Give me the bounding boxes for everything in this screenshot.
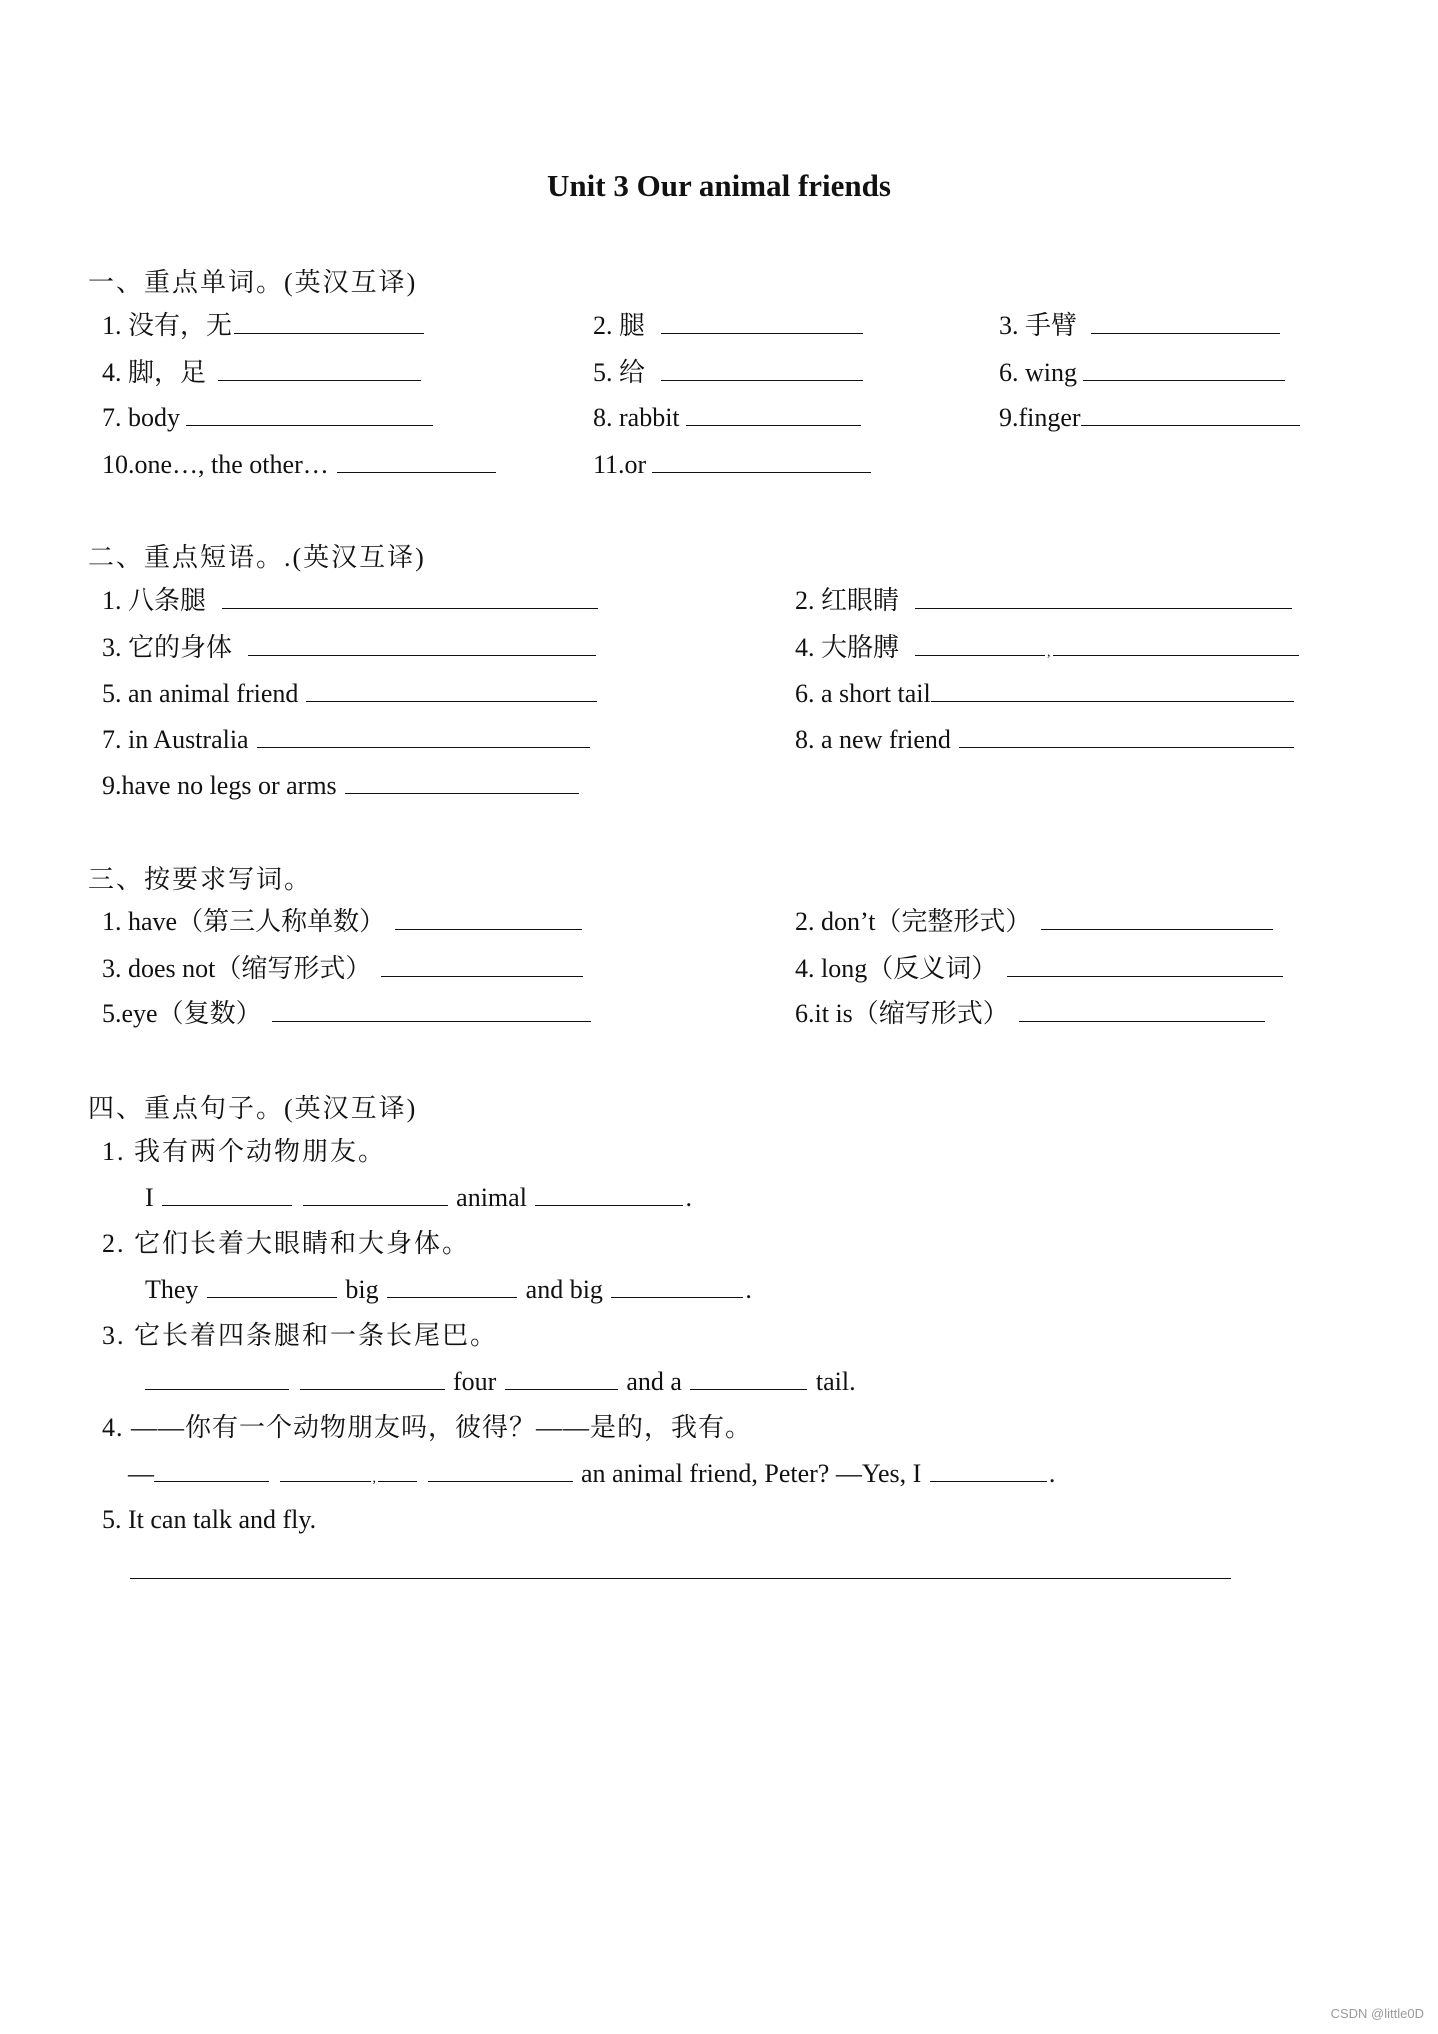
answer-blank[interactable] (378, 1457, 417, 1482)
word-form-item-1 (102, 905, 584, 939)
word-item-5 (593, 356, 865, 390)
answer-blank[interactable] (381, 952, 583, 977)
sentence-3-prompt: 3. 它长着四条腿和一条长尾巴。 (102, 1321, 499, 1350)
sentence-1-answer (145, 1181, 692, 1215)
item-label: 9.have no legs or arms (102, 771, 337, 800)
answer-blank[interactable] (306, 677, 597, 702)
item-label: 7. body (102, 403, 180, 432)
sentence-1-prompt: 1. 我有两个动物朋友。 (102, 1137, 387, 1166)
phrase-item-9 (102, 769, 581, 803)
item-label: 6.it is（缩写形式） (795, 999, 1009, 1028)
text: an animal friend, Peter? (581, 1459, 830, 1488)
sentence-4-prompt: 4. ——你有一个动物朋友吗，彼得？——是的，我有。 (102, 1413, 753, 1442)
comma: , (372, 1471, 376, 1486)
item-label: 6. a short tail (795, 679, 931, 708)
answer-blank[interactable] (300, 1365, 445, 1390)
item-label: 2. 红眼睛 (795, 586, 900, 615)
answer-blank[interactable] (1081, 401, 1300, 426)
answer-blank[interactable] (1053, 631, 1299, 656)
text: . (685, 1183, 692, 1212)
answer-blank[interactable] (652, 448, 871, 473)
answer-blank[interactable] (686, 401, 861, 426)
answer-blank[interactable] (611, 1273, 743, 1298)
word-item-9 (999, 401, 1302, 435)
item-label: 4. 大胳膊 (795, 633, 900, 662)
sentence-4-answer (128, 1457, 1055, 1496)
word-form-item-5 (102, 997, 593, 1031)
text: and a (626, 1367, 682, 1396)
item-label: 3. does not（缩写形式） (102, 954, 372, 983)
word-item-8 (593, 401, 863, 435)
sentence-5-answer-line[interactable] (130, 1578, 1231, 1579)
word-item-11 (593, 448, 873, 482)
item-label: 4. long（反义词） (795, 954, 998, 983)
answer-blank[interactable] (428, 1457, 573, 1482)
text: —Yes, I (835, 1459, 922, 1488)
answer-blank[interactable] (661, 356, 863, 381)
answer-blank[interactable] (959, 723, 1294, 748)
answer-blank[interactable] (1019, 997, 1265, 1022)
answer-blank[interactable] (218, 356, 421, 381)
answer-blank[interactable] (1041, 905, 1273, 930)
section-3-heading: 三、按要求写词。 (88, 865, 313, 894)
answer-blank[interactable] (222, 584, 598, 609)
answer-blank[interactable] (257, 723, 590, 748)
word-form-item-4 (795, 952, 1285, 986)
word-item-10 (102, 448, 498, 482)
item-label: 3. 它的身体 (102, 633, 233, 662)
item-label: 2. don’t（完整形式） (795, 907, 1032, 936)
answer-blank[interactable] (145, 1365, 289, 1390)
word-form-item-3 (102, 952, 585, 986)
item-label: 9.finger (999, 403, 1081, 432)
text: . (1048, 1459, 1056, 1488)
phrase-item-6 (795, 677, 1296, 711)
phrase-item-4 (795, 631, 1301, 670)
section-4-heading: 四、重点句子。(英汉互译) (88, 1094, 418, 1123)
answer-blank[interactable] (395, 905, 582, 930)
word-item-6 (999, 356, 1287, 390)
item-label: 1. 没有，无 (102, 311, 233, 340)
watermark: CSDN @little0D (1330, 2006, 1424, 2021)
answer-blank[interactable] (915, 631, 1045, 656)
answer-blank[interactable] (248, 631, 596, 656)
answer-blank[interactable] (535, 1181, 683, 1206)
word-item-2 (593, 309, 865, 343)
answer-blank[interactable] (272, 997, 591, 1022)
phrase-item-3 (102, 631, 598, 665)
item-label: 3. 手臂 (999, 311, 1078, 340)
phrase-item-7 (102, 723, 592, 757)
answer-blank[interactable] (1091, 309, 1280, 334)
word-item-4 (102, 356, 423, 390)
text: — (128, 1459, 154, 1488)
phrase-item-8 (795, 723, 1296, 757)
sentence-2-prompt: 2. 它们长着大眼睛和大身体。 (102, 1229, 471, 1258)
text: big (345, 1275, 379, 1304)
phrase-item-5 (102, 677, 599, 711)
answer-blank[interactable] (337, 448, 496, 473)
answer-blank[interactable] (345, 769, 579, 794)
answer-blank[interactable] (303, 1181, 448, 1206)
page-title: Unit 3 Our animal friends (547, 168, 891, 203)
answer-blank[interactable] (186, 401, 433, 426)
text: . (745, 1275, 752, 1304)
answer-blank[interactable] (690, 1365, 807, 1390)
phrase-item-2 (795, 584, 1294, 618)
section-2-heading: 二、重点短语。.(英汉互译) (88, 543, 426, 572)
answer-blank[interactable] (930, 1457, 1047, 1482)
item-label: 8. a new friend (795, 725, 951, 754)
answer-blank[interactable] (207, 1273, 337, 1298)
text: They (145, 1275, 199, 1304)
answer-blank[interactable] (280, 1457, 371, 1482)
answer-blank[interactable] (1007, 952, 1283, 977)
comma: , (1047, 645, 1051, 660)
answer-blank[interactable] (154, 1457, 269, 1482)
text: tail. (815, 1367, 856, 1396)
text: and big (525, 1275, 603, 1304)
answer-blank[interactable] (505, 1365, 618, 1390)
answer-blank[interactable] (234, 309, 424, 334)
item-label: 4. 脚，足 (102, 358, 207, 387)
item-label: 11.or (593, 450, 647, 479)
text: I (145, 1183, 154, 1212)
sentence-2-answer (145, 1273, 752, 1307)
phrase-item-1 (102, 584, 600, 618)
answer-blank[interactable] (915, 584, 1292, 609)
word-item-3 (999, 309, 1282, 343)
item-label: 10.one…, the other… (102, 450, 329, 479)
item-label: 8. rabbit (593, 403, 680, 432)
answer-blank[interactable] (162, 1181, 292, 1206)
answer-blank[interactable] (661, 309, 863, 334)
text: animal (456, 1183, 527, 1212)
item-label: 6. wing (999, 358, 1077, 387)
answer-blank[interactable] (387, 1273, 517, 1298)
item-label: 7. in Australia (102, 725, 249, 754)
section-1-heading: 一、重点单词。(英汉互译) (88, 268, 418, 297)
item-label: 1. 八条腿 (102, 586, 207, 615)
item-label: 2. 腿 (593, 311, 646, 340)
item-label: 5. 给 (593, 358, 646, 387)
word-form-item-6 (795, 997, 1267, 1031)
text: four (453, 1367, 497, 1396)
answer-blank[interactable] (931, 677, 1294, 702)
word-item-7 (102, 401, 435, 435)
item-label: 5. an animal friend (102, 679, 299, 708)
item-label: 1. have（第三人称单数） (102, 907, 386, 936)
item-label: 5.eye（复数） (102, 999, 262, 1028)
sentence-5-prompt: 5. It can talk and fly. (102, 1505, 317, 1534)
answer-blank[interactable] (1083, 356, 1285, 381)
word-form-item-2 (795, 905, 1275, 939)
sentence-3-answer (143, 1365, 856, 1399)
word-item-1 (102, 309, 426, 343)
